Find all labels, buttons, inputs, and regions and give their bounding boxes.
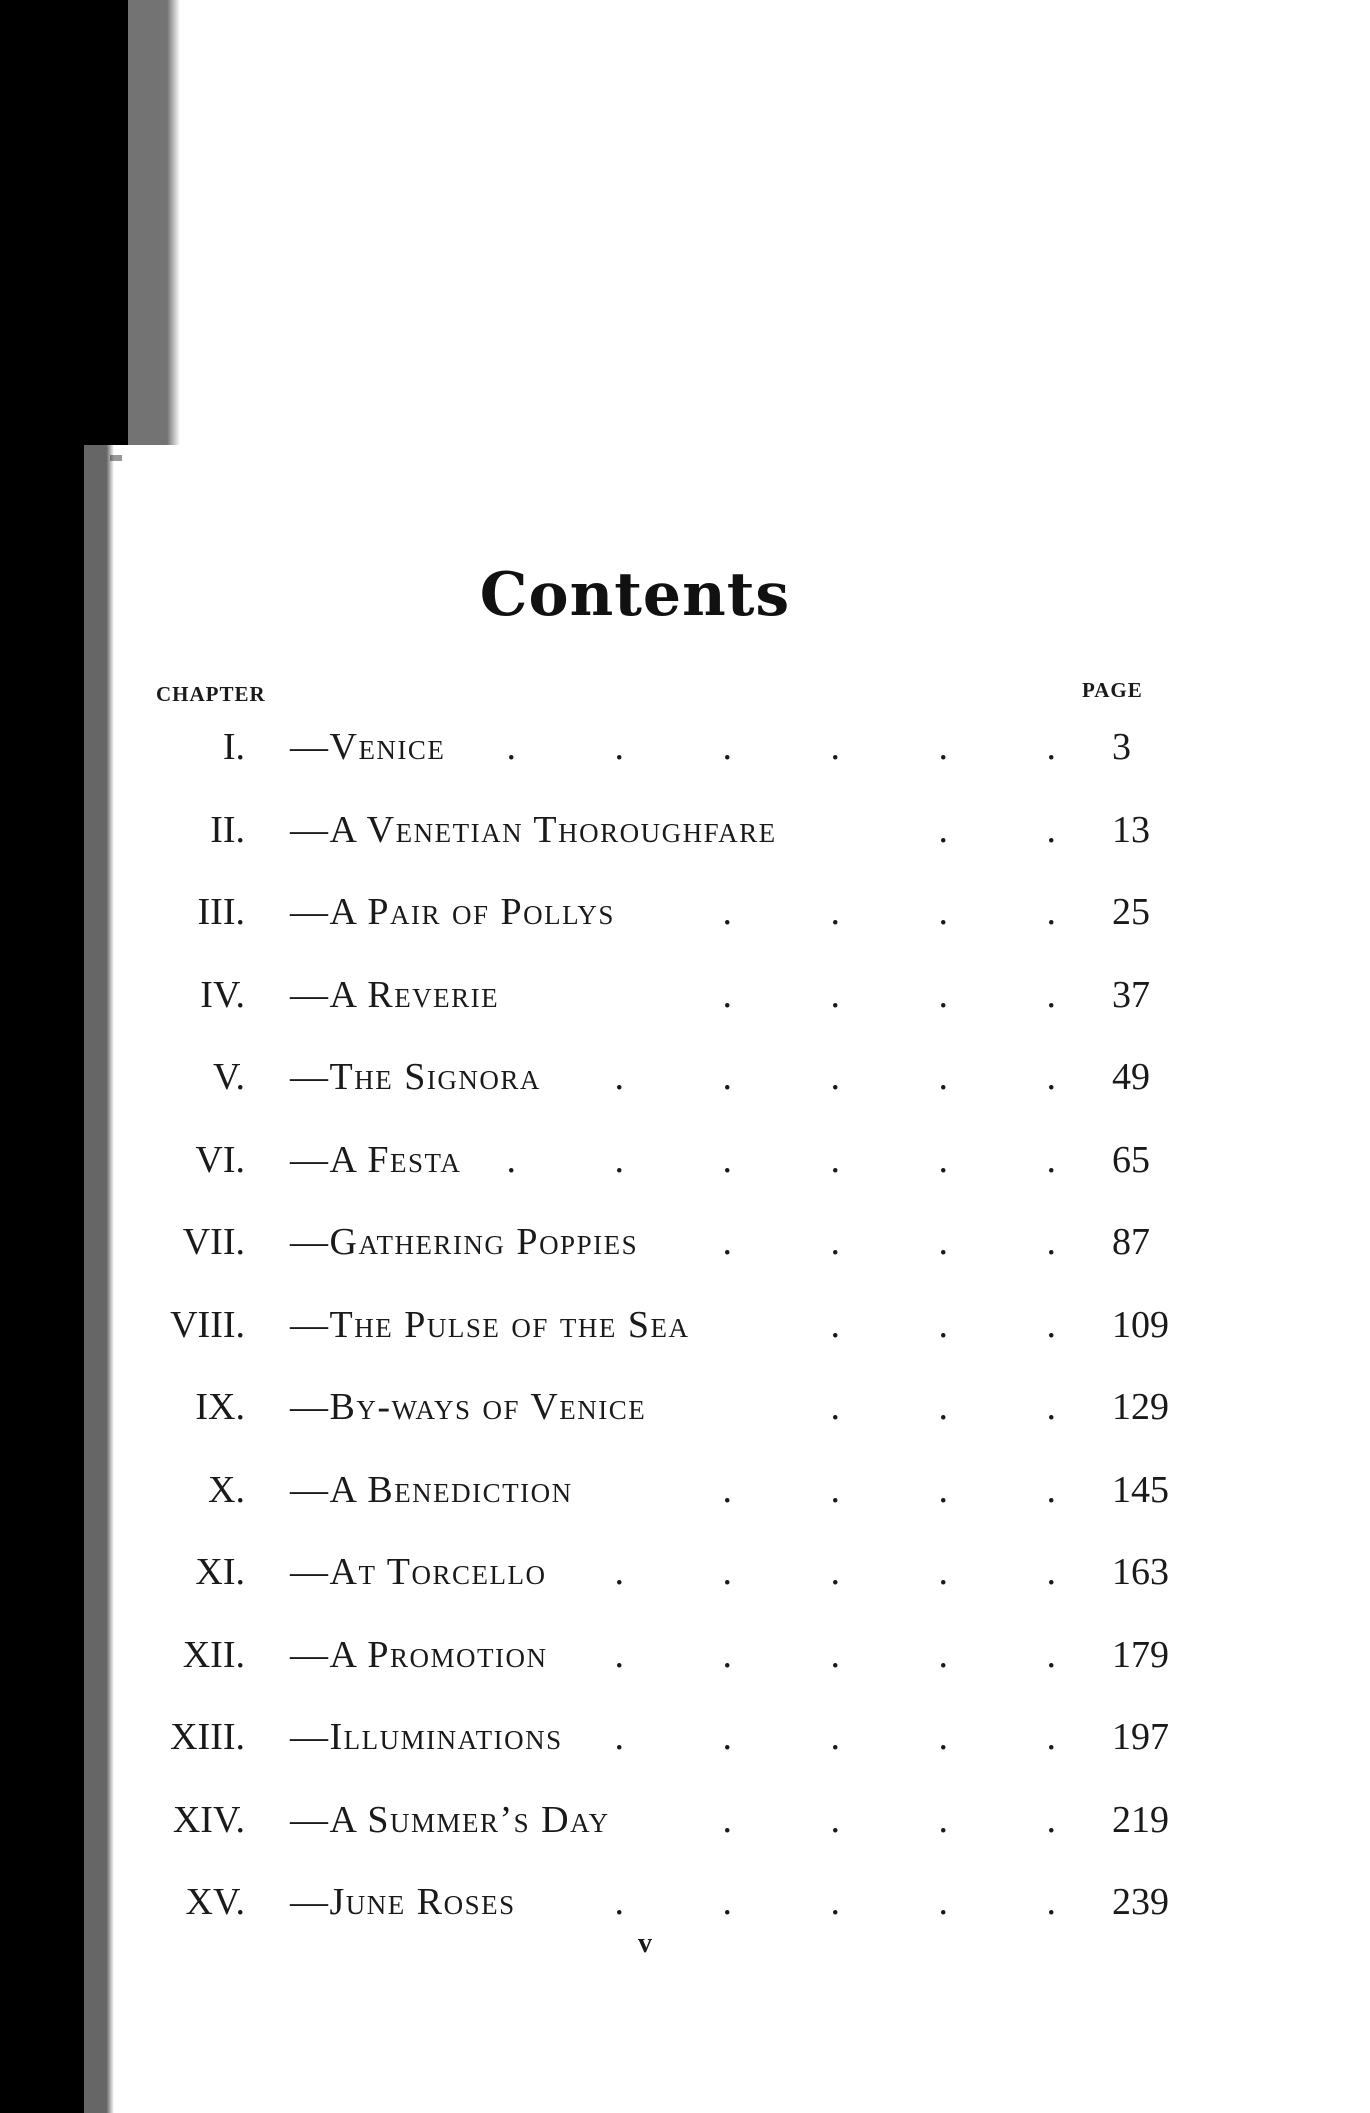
chapter-numeral: IX. bbox=[195, 1386, 245, 1428]
chapter-title: —The Pulse of the Sea bbox=[290, 1303, 690, 1346]
chapter-title: —A Pair of Pollys bbox=[290, 891, 615, 933]
chapter-title: —By-ways of Venice bbox=[290, 1386, 647, 1428]
toc-entry bbox=[0, 1296, 1370, 1379]
chapter-numeral: XV. bbox=[185, 1881, 245, 1923]
page-number: 37 bbox=[1112, 973, 1150, 1016]
page-number: 109 bbox=[1112, 1303, 1169, 1346]
dot-leader: . . . . . bbox=[614, 1716, 1056, 1758]
chapter-title: —A Festa bbox=[290, 1138, 462, 1181]
chapter-numeral: XI. bbox=[195, 1551, 245, 1593]
chapter-title: —Illuminations bbox=[290, 1716, 563, 1758]
dot-leader: . . . . . bbox=[614, 1633, 1056, 1676]
dot-leader: . . . . . bbox=[614, 1881, 1056, 1923]
table-of-contents bbox=[0, 718, 1370, 1956]
dot-leader: . . . . bbox=[722, 1468, 1056, 1511]
dot-leader: . . . . . bbox=[614, 1056, 1056, 1098]
dot-leader: . . . . . . bbox=[506, 1138, 1056, 1181]
page-number: 197 bbox=[1112, 1716, 1169, 1758]
page-number: 163 bbox=[1112, 1551, 1169, 1593]
chapter-title: —A Benediction bbox=[290, 1468, 573, 1511]
page-number: 25 bbox=[1112, 891, 1150, 933]
dot-leader: . . . . bbox=[722, 1798, 1056, 1841]
dot-leader: . . . bbox=[830, 1386, 1056, 1428]
chapter-title: —The Signora bbox=[290, 1056, 541, 1098]
page-number: 129 bbox=[1112, 1386, 1169, 1428]
page-number: 239 bbox=[1112, 1881, 1169, 1923]
toc-entry bbox=[0, 1213, 1370, 1296]
page-number: 65 bbox=[1112, 1138, 1150, 1181]
toc-entry bbox=[0, 1791, 1370, 1874]
toc-entry bbox=[0, 1708, 1370, 1791]
chapter-numeral: VI. bbox=[195, 1138, 245, 1181]
toc-entry bbox=[0, 1461, 1370, 1544]
page-number: 13 bbox=[1112, 808, 1150, 851]
page-number: 49 bbox=[1112, 1056, 1150, 1098]
page-title: Contents bbox=[479, 560, 791, 630]
toc-entry bbox=[0, 966, 1370, 1049]
toc-entry bbox=[0, 718, 1370, 801]
page-folio: v bbox=[638, 1928, 652, 1959]
toc-entry bbox=[0, 1626, 1370, 1709]
toc-entry bbox=[0, 1873, 1370, 1956]
page-number: 179 bbox=[1112, 1633, 1169, 1676]
chapter-title: —A Promotion bbox=[290, 1633, 548, 1676]
page-number: 219 bbox=[1112, 1798, 1169, 1841]
toc-entry bbox=[0, 883, 1370, 966]
chapter-title: —A Venetian Thoroughfare bbox=[290, 808, 777, 851]
chapter-title: —Venice bbox=[290, 726, 446, 768]
page-column-label: PAGE bbox=[1082, 678, 1143, 702]
dot-leader: . . . . bbox=[722, 891, 1056, 933]
chapter-numeral: XIII. bbox=[170, 1716, 245, 1758]
chapter-title: —June Roses bbox=[290, 1881, 516, 1923]
chapter-title: —At Torcello bbox=[290, 1551, 547, 1593]
chapter-numeral: VIII. bbox=[170, 1303, 245, 1346]
dot-leader: . . bbox=[938, 808, 1056, 851]
page-number: 87 bbox=[1112, 1221, 1150, 1263]
dot-leader: . . . . bbox=[722, 1221, 1056, 1263]
chapter-numeral: XIV. bbox=[172, 1798, 245, 1841]
chapter-numeral: XII. bbox=[182, 1633, 245, 1676]
chapter-numeral: II. bbox=[210, 808, 245, 851]
chapter-numeral: V. bbox=[212, 1056, 245, 1098]
chapter-column-label: CHAPTER bbox=[156, 682, 266, 706]
dot-leader: . . . . . bbox=[614, 1551, 1056, 1593]
chapter-numeral: III. bbox=[197, 891, 245, 933]
chapter-numeral: IV. bbox=[200, 973, 245, 1016]
chapter-title: —Gathering Poppies bbox=[290, 1221, 639, 1263]
chapter-numeral: I. bbox=[222, 726, 245, 768]
page-number: 3 bbox=[1112, 726, 1131, 768]
dot-leader: . . . . . . bbox=[506, 726, 1056, 768]
dot-leader: . . . bbox=[830, 1303, 1056, 1346]
chapter-title: —A Summer’s Day bbox=[290, 1798, 610, 1841]
chapter-numeral: X. bbox=[208, 1468, 245, 1511]
toc-entry bbox=[0, 801, 1370, 884]
page-number: 145 bbox=[1112, 1468, 1169, 1511]
chapter-title: —A Reverie bbox=[290, 973, 500, 1016]
toc-entry bbox=[0, 1048, 1370, 1131]
toc-entry bbox=[0, 1378, 1370, 1461]
toc-entry bbox=[0, 1543, 1370, 1626]
dot-leader: . . . . bbox=[722, 973, 1056, 1016]
toc-entry bbox=[0, 1131, 1370, 1214]
chapter-numeral: VII. bbox=[182, 1221, 245, 1263]
